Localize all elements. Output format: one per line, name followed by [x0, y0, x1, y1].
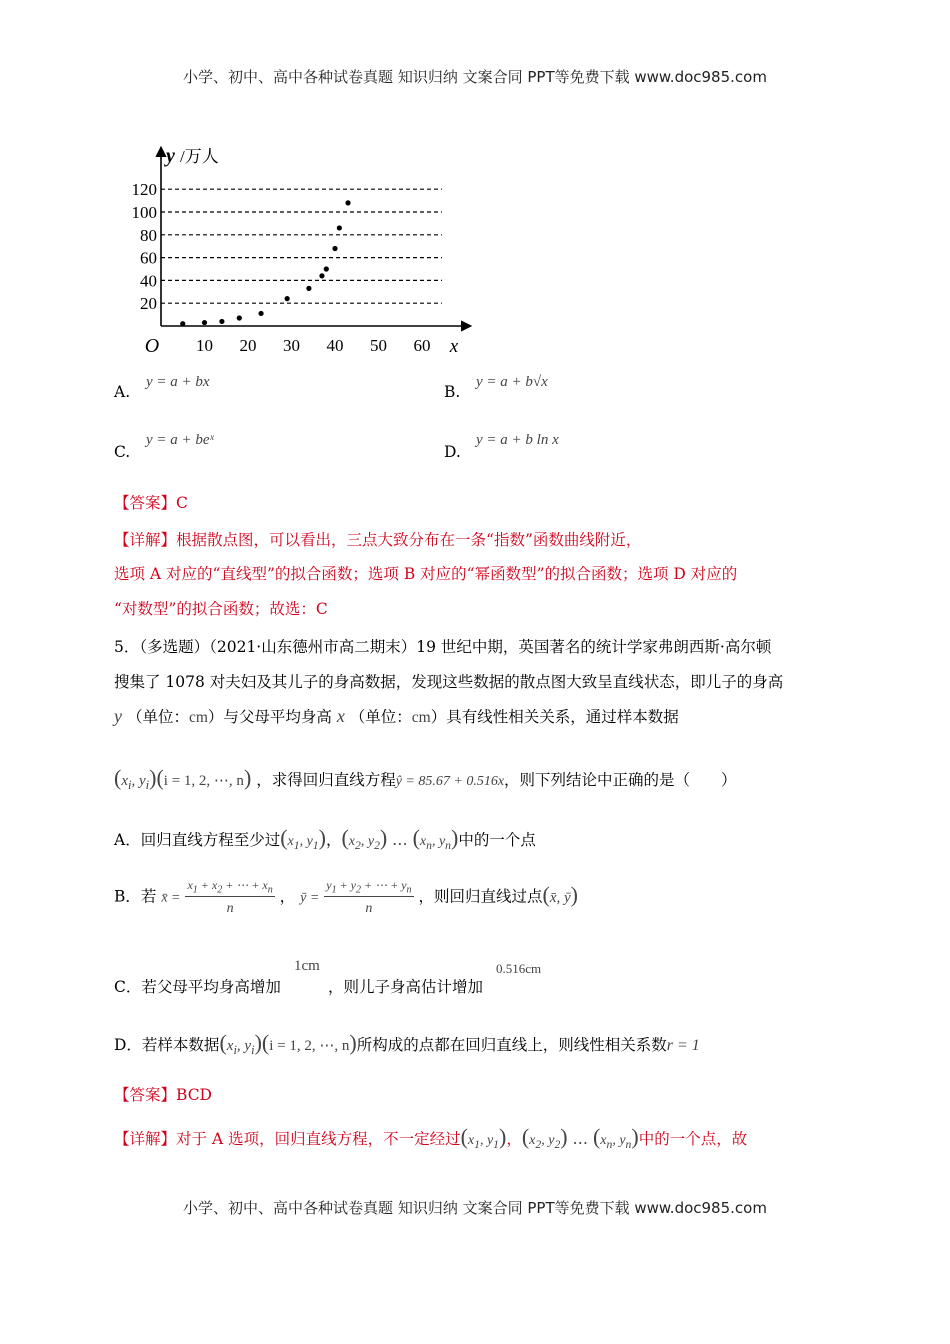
- detail-label: 【详解】: [114, 1130, 177, 1148]
- x-tick-label: 40: [326, 336, 344, 355]
- data-point: [306, 286, 311, 291]
- y-tick-label: 40: [140, 271, 157, 291]
- q5-option-c-value2: 0.516cm: [496, 961, 542, 976]
- data-point: [285, 296, 290, 301]
- q4-option-a-letter: A.: [114, 383, 131, 401]
- q5-option-b: B．若 x̄ = $\frac{x_1 + x_2 + \cdots + x_n}{n}$ ， ȳ = $\frac{y_1 + y_2 + \cdots + y_n}{n}$ ，则回归直线过点(x̄, ȳ): [114, 878, 578, 917]
- x-tick-label: 10: [196, 336, 213, 355]
- q5-option-d: D．若样本数据($x_i$, $y_i)(i = 1$, 2, ⋯, n)所构成的点都在回归直线上，则线性相关系数r = 1: [114, 1030, 700, 1057]
- q5-answer: [114, 1083, 212, 1105]
- q4-option-a-formula: y = a + bx: [146, 374, 210, 390]
- q4-detail-line-1: 【详解】根据散点图，可以看出，三点大致分布在一条“指数”函数曲线附近，: [114, 531, 642, 549]
- gridlines: [161, 189, 442, 303]
- q4-option-d-formula: y = a + b ln x: [476, 432, 559, 448]
- x-axis-label: x: [449, 336, 459, 357]
- answer-value: BCD: [176, 1086, 212, 1104]
- y-tick-labels: [132, 180, 158, 313]
- q4-option-c-formula: y = a + beˣ: [146, 432, 214, 448]
- q5-detail: 【详解】对于 A 选项，回归直线方程，不一定经过($x_1$, $y_1$)，($x_2$, $y_2$) … ($x_n$, $y_n$)中的一个点，故: [114, 1124, 748, 1151]
- answer-value: C: [176, 494, 188, 512]
- data-point: [237, 315, 242, 320]
- q4-option-d-letter: D.: [444, 443, 461, 461]
- y-tick-label: 20: [140, 294, 157, 314]
- y-tick-label: 100: [131, 203, 157, 222]
- q5-stem-line-2: 搜集了 1078 对夫妇及其儿子的身高数据，发现这些数据的散点图大致呈直线状态，即儿子的身高: [114, 673, 784, 691]
- data-points: [180, 200, 351, 326]
- q5-stem-line-3: y （单位：cm）与父母平均身高 x （单位：cm）具有线性相关关系，通过样本数据: [114, 706, 679, 726]
- q5-option-c-text2: ，则儿子身高估计增加: [328, 978, 484, 996]
- q4-answer: [114, 491, 188, 513]
- data-point: [219, 319, 224, 324]
- data-point: [332, 246, 337, 251]
- q5-option-c-value1: 1cm: [294, 958, 320, 974]
- regression-equation: ŷ = 85.67 + 0.516x: [395, 774, 505, 789]
- q4-option-b-formula: y = a + b√x: [476, 374, 548, 390]
- q5-option-c-text1: C．若父母平均身高增加: [114, 978, 281, 996]
- data-point: [324, 266, 329, 271]
- y-axis-unit: /万人: [180, 147, 219, 166]
- detail-label: 【详解】: [114, 531, 177, 549]
- y-axis-var: y: [166, 145, 175, 167]
- scatter-chart: [130, 140, 480, 362]
- page-header: 小学、初中、高中各种试卷真题 知识归纳 文案合同 PPT等免费下载 www.doc985.com: [183, 68, 767, 86]
- q5-option-a: A．回归直线方程至少过($x_1$, $y_1$)，($x_2$, $y_2$) … ($x_n$, $y_n$)中的一个点: [114, 825, 536, 852]
- q4-option-c-letter: C.: [114, 443, 131, 461]
- data-point: [180, 321, 185, 326]
- page-footer: 小学、初中、高中各种试卷真题 知识归纳 文案合同 PPT等免费下载 www.doc985.com: [183, 1199, 767, 1217]
- data-point: [258, 311, 263, 316]
- x-tick-label: 20: [239, 336, 257, 355]
- q5-stem-line-1: 5．（多选题）（2021·山东德州市高二期末）19 世纪中期，英国著名的统计学家弗朗西斯·高尔顿: [114, 638, 772, 656]
- x-tick-labels: [196, 336, 431, 355]
- data-point: [319, 273, 324, 278]
- x-tick-label: 50: [370, 336, 387, 355]
- x-tick-label: 60: [413, 336, 431, 355]
- q4-detail-line-3: “对数型”的拟合函数；故选：C: [114, 600, 328, 618]
- answer-label: 【答案】: [114, 1086, 177, 1104]
- q5-stem-line-4: ($x_i$, $y_i)(i = 1$, 2, ⋯, n) ，求得回归直线方程ŷ = 85.67 + 0.516x，则下列结论中正确的是（ ）: [114, 765, 737, 792]
- y-tick-label: 120: [131, 180, 157, 200]
- data-point: [337, 225, 342, 230]
- q4-option-b-letter: B.: [444, 383, 461, 401]
- data-point: [345, 200, 350, 205]
- data-point: [202, 320, 207, 325]
- origin-label: O: [144, 335, 160, 357]
- x-tick-label: 30: [283, 336, 300, 355]
- answer-label: 【答案】: [114, 494, 177, 512]
- q4-detail-line-2: 选项 A 对应的“直线型”的拟合函数；选项 B 对应的“幂函数型”的拟合函数；选项 D 对应的: [114, 565, 738, 583]
- y-tick-label: 60: [140, 248, 157, 268]
- y-tick-label: 80: [140, 225, 157, 245]
